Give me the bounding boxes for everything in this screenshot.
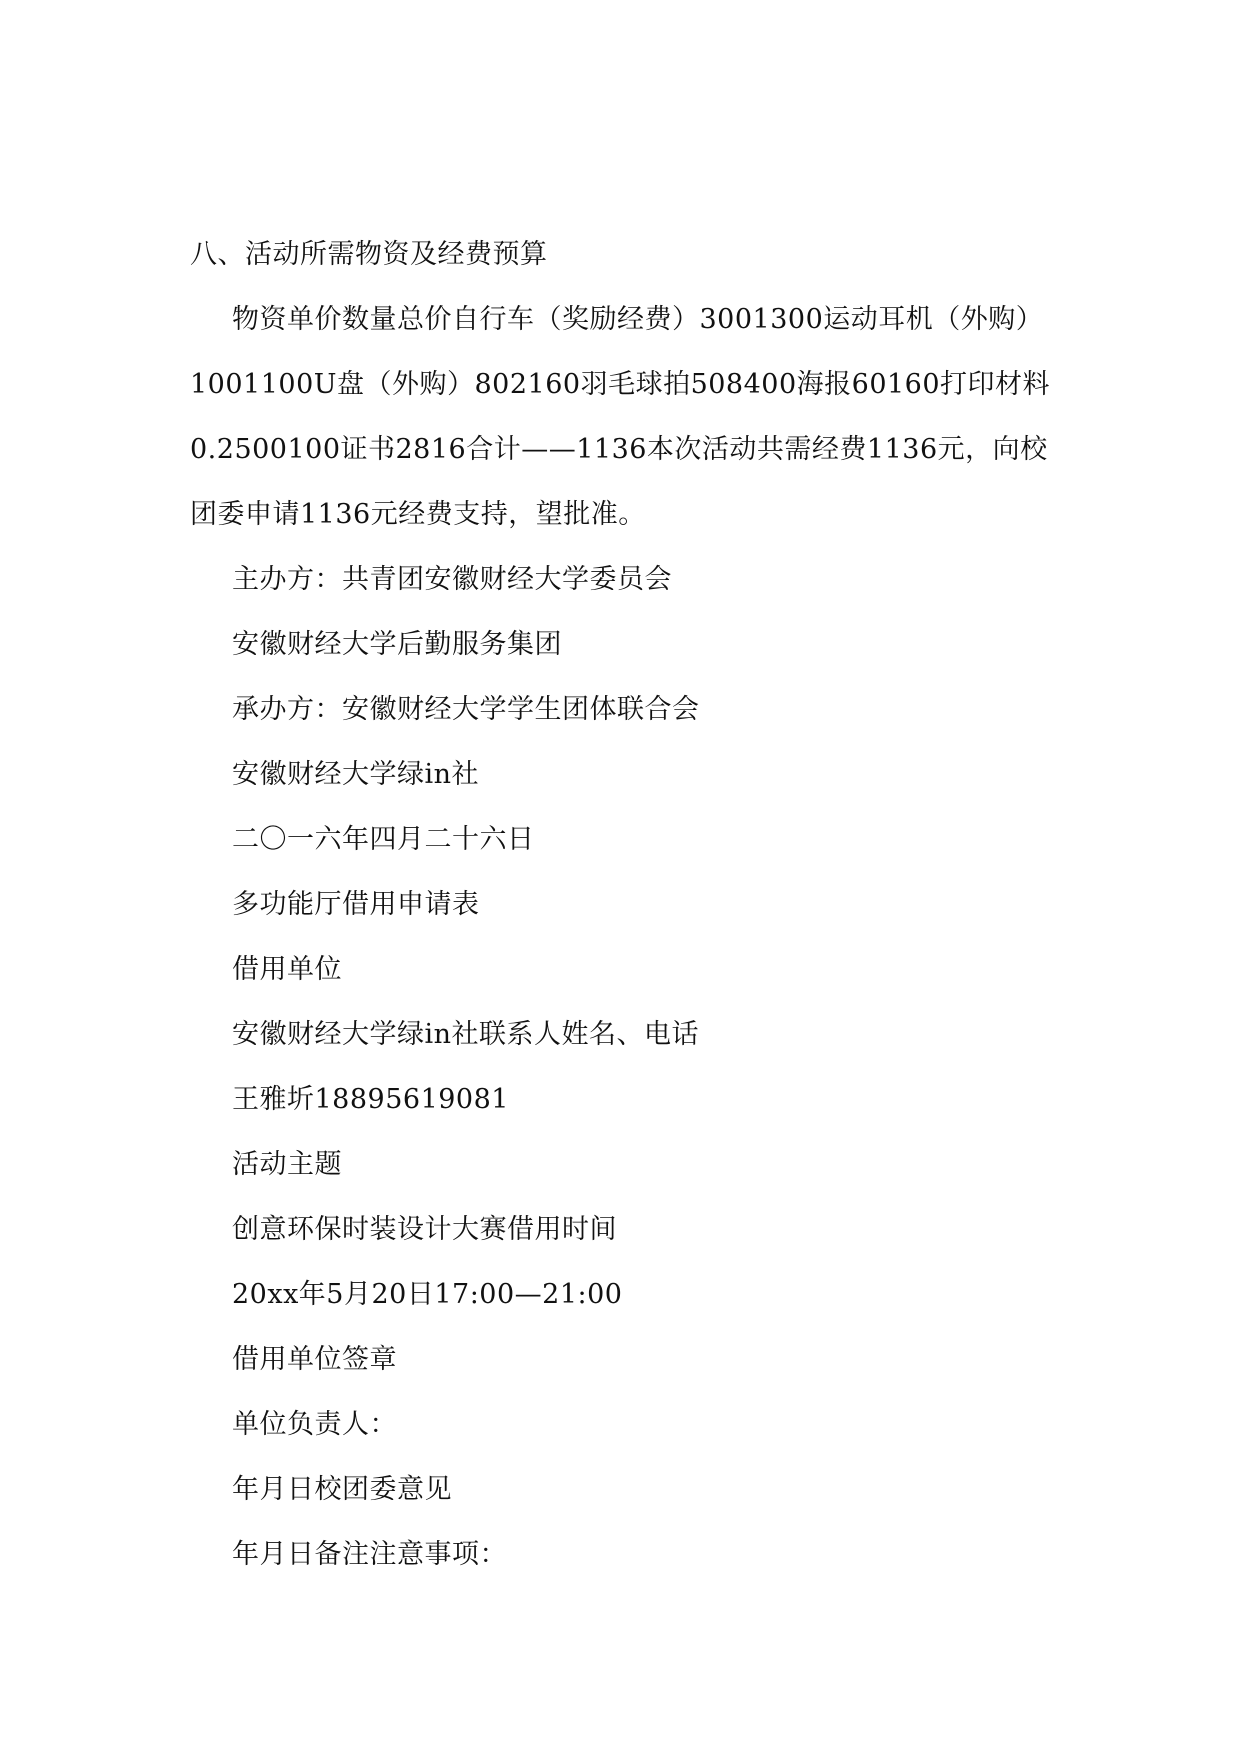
time-line: 20xx年5月20日17:00—21:00 — [232, 1279, 623, 1310]
organizer-line: 主办方：共青团安徽财经大学委员会 — [232, 564, 672, 595]
contact-line: 王雅圻18895619081 — [232, 1084, 509, 1115]
co-host-line: 安徽财经大学绿in社 — [232, 759, 480, 790]
form-field-value: 创意环保时装设计大赛借用时间 — [232, 1214, 617, 1245]
section-heading: 八、活动所需物资及经费预算 — [190, 239, 548, 270]
co-organizer-line: 安徽财经大学后勤服务集团 — [232, 629, 562, 660]
budget-paragraph — [190, 287, 1070, 547]
form-title: 多功能厅借用申请表 — [232, 889, 480, 920]
host-line: 承办方：安徽财经大学学生团体联合会 — [232, 694, 700, 725]
budget-line: 物资单价数量总价自行车（奖励经费）3001300运动耳机（外购） — [232, 304, 1044, 335]
form-field-label: 年月日校团委意见 — [232, 1474, 452, 1505]
form-field-label: 活动主题 — [232, 1149, 342, 1180]
form-field-label: 借用单位签章 — [232, 1344, 397, 1375]
form-field-label: 年月日备注注意事项： — [232, 1539, 507, 1570]
form-field-value: 安徽财经大学绿in社联系人姓名、电话 — [232, 1019, 700, 1050]
form-field-label: 单位负责人： — [232, 1409, 397, 1440]
budget-line: 1001100U盘（外购）802160羽毛球拍508400海报60160打印材料 — [190, 369, 1051, 400]
document-body — [190, 222, 1070, 1587]
budget-line: 团委申请1136元经费支持，望批准。 — [190, 499, 646, 530]
form-field-label: 借用单位 — [232, 954, 342, 985]
budget-line: 0.2500100证书2816合计——1136本次活动共需经费1136元，向校 — [190, 434, 1048, 465]
date-line: 二〇一六年四月二十六日 — [232, 824, 535, 855]
